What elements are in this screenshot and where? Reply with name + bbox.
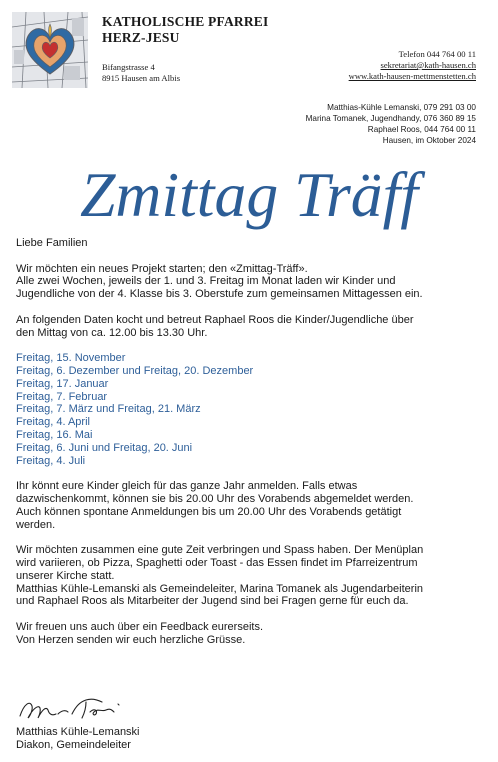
contact-person: Matthias-Kühle Lemanski, 079 291 03 00 xyxy=(327,103,476,112)
contact-block xyxy=(349,49,476,82)
date-item: Freitag, 16. Mai xyxy=(16,428,93,441)
handwritten-signature xyxy=(14,692,134,724)
parish-address xyxy=(102,62,180,84)
contact-person: Marina Tomanek, Jugendhandy, 076 360 89 15 xyxy=(305,114,476,123)
together-line: Wir möchten zusammen eine gute Zeit verbringen und Spass haben. Der Menüplan xyxy=(16,544,424,557)
street: Bifangstrasse 4 xyxy=(102,62,155,72)
signer-name: Matthias Kühle-Lemanski xyxy=(16,726,140,738)
letter-body xyxy=(16,237,486,647)
closing-line: Von Herzen senden wir euch herzliche Grüsse. xyxy=(16,633,246,646)
contact-person: Raphael Roos, 044 764 00 11 xyxy=(367,125,476,134)
email-link[interactable]: sekretariat@kath-hausen.ch xyxy=(380,60,476,70)
stained-glass-heart-logo xyxy=(12,12,88,88)
page-title xyxy=(8,154,490,234)
together-line: unserer Kirche statt. xyxy=(16,569,115,582)
city: 8915 Hausen am Albis xyxy=(102,73,181,83)
contact-persons xyxy=(306,102,476,146)
registration-line: Ihr könnt eure Kinder gleich für das ganze Jahr anmelden. Falls etwas xyxy=(16,480,358,493)
website-link[interactable]: www.kath-hausen-mettmenstetten.ch xyxy=(348,71,476,81)
signature-block xyxy=(16,726,140,752)
date-item: Freitag, 4. Juli xyxy=(16,454,86,467)
date-item: Freitag, 4. April xyxy=(16,416,90,429)
date-item: Freitag, 7. März und Freitag, 21. März xyxy=(16,403,201,416)
intro-line: Wir möchten ein neues Projekt starten; den «Zmittag-Träff». xyxy=(16,262,308,275)
registration-line: werden. xyxy=(16,518,56,531)
date-item: Freitag, 17. Januar xyxy=(16,377,109,390)
schedule-line: den Mittag von ca. 12.00 bis 13.30 Uhr. xyxy=(16,326,208,339)
schedule-line: An folgenden Daten kocht und betreut Raphael Roos die Kinder/Jugendliche über xyxy=(16,313,414,326)
parish-name-line1: KATHOLISCHE PFARREI xyxy=(102,14,269,29)
date-item: Freitag, 7. Februar xyxy=(16,390,108,403)
registration-line: dazwischenkommt, können sie bis 20.00 Uhr des Vorabends abgemeldet werden. xyxy=(16,492,414,505)
signer-role: Diakon, Gemeindeleiter xyxy=(16,739,131,751)
phone: Telefon 044 764 00 11 xyxy=(398,49,476,59)
intro-line: Jugendliche von der 4. Klasse bis 3. Oberstufe zum gemeinsamen Mittagessen ein. xyxy=(16,288,423,301)
registration-line: Auch können spontane Anmeldungen bis um 20.00 Uhr des Vorabends getätigt xyxy=(16,505,402,518)
letter-date: Hausen, im Oktober 2024 xyxy=(382,136,476,145)
date-item: Freitag, 6. Juni und Freitag, 20. Juni xyxy=(16,441,193,454)
together-line: und Raphael Roos als Mitarbeiter der Jugend sind bei Fragen gerne für euch da. xyxy=(16,595,409,608)
together-line: Matthias Kühle-Lemanski als Gemeindeleiter, Marina Tomanek als Jugendarbeiterin xyxy=(16,582,424,595)
together-line: wird variieren, ob Pizza, Spaghetti oder Toast - das Essen findet im Pfarreizentrum xyxy=(16,556,418,569)
parish-name xyxy=(102,14,268,46)
intro-line: Alle zwei Wochen, jeweils der 1. und 3. Freitag im Monat laden wir Kinder und xyxy=(16,275,396,288)
closing-line: Wir freuen uns auch über ein Feedback eurerseits. xyxy=(16,620,264,633)
parish-name-line2: HERZ-JESU xyxy=(102,30,180,45)
date-item: Freitag, 15. November xyxy=(16,352,126,365)
title-text: Zmittag Träff xyxy=(80,159,427,230)
date-item: Freitag, 6. Dezember und Freitag, 20. Dezember xyxy=(16,364,254,377)
greeting: Liebe Familien xyxy=(16,237,88,249)
